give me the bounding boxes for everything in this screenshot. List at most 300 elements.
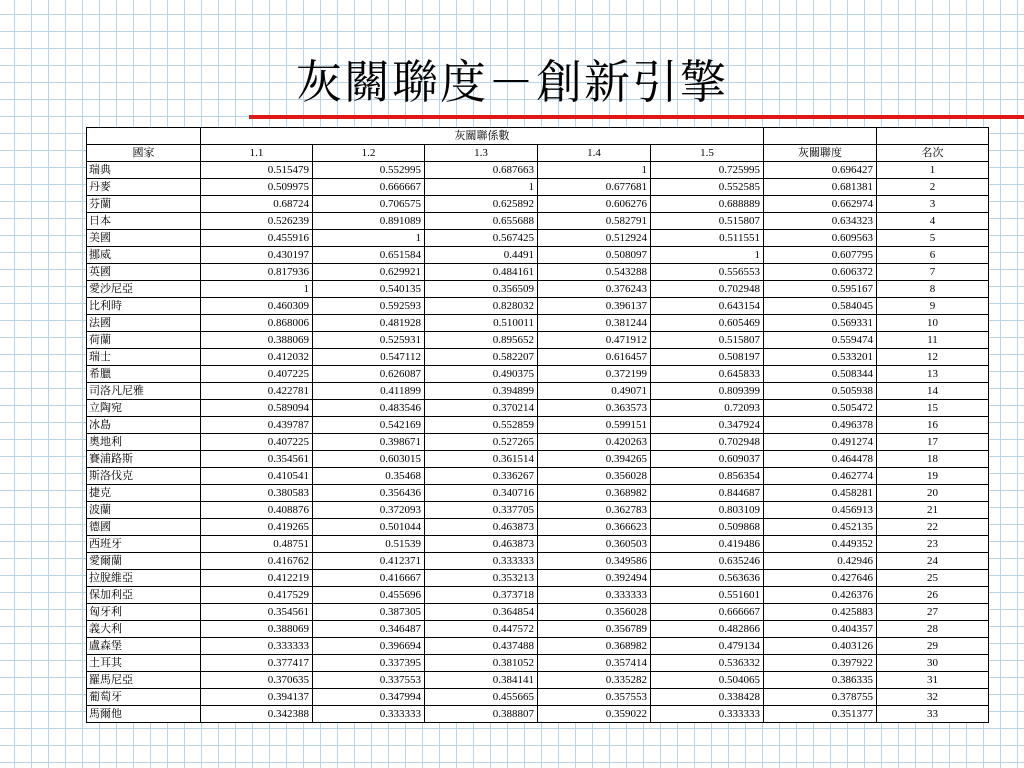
coef-1-5-cell: 0.515807 (651, 332, 764, 349)
rank-cell: 3 (877, 196, 989, 213)
coef-1-4-cell: 0.381244 (538, 315, 651, 332)
rank-cell: 29 (877, 638, 989, 655)
coef-1-5-cell: 0.844687 (651, 485, 764, 502)
coef-1-2-cell: 0.396694 (313, 638, 425, 655)
coef-1-5-cell: 1 (651, 247, 764, 264)
coef-1-2-cell: 0.706575 (313, 196, 425, 213)
rank-cell: 26 (877, 587, 989, 604)
coef-1-1-cell: 0.515479 (201, 162, 313, 179)
coef-1-3-cell: 0.381052 (425, 655, 538, 672)
coef-1-3-cell: 0.364854 (425, 604, 538, 621)
coef-1-4-cell: 0.376243 (538, 281, 651, 298)
coef-1-4-cell: 0.357414 (538, 655, 651, 672)
rank-cell: 16 (877, 417, 989, 434)
relational-degree-cell: 0.505472 (764, 400, 877, 417)
coef-1-5-cell: 0.504065 (651, 672, 764, 689)
relational-degree-cell: 0.681381 (764, 179, 877, 196)
coef-1-3-cell: 0.567425 (425, 230, 538, 247)
slide-title: 灰關聯度－創新引擎 (296, 55, 728, 109)
coef-1-4-cell: 0.392494 (538, 570, 651, 587)
coef-1-2-cell: 0.651584 (313, 247, 425, 264)
relational-degree-cell: 0.397922 (764, 655, 877, 672)
coef-1-4-cell: 1 (538, 162, 651, 179)
coef-1-4-cell: 0.366623 (538, 519, 651, 536)
country-cell: 英國 (87, 264, 201, 281)
rank-cell: 6 (877, 247, 989, 264)
relational-degree-cell: 0.403126 (764, 638, 877, 655)
coef-1-3-cell: 0.370214 (425, 400, 538, 417)
coef-1-2-cell: 0.333333 (313, 706, 425, 723)
rank-cell: 14 (877, 383, 989, 400)
coef-1-3-cell: 0.336267 (425, 468, 538, 485)
coef-1-5-cell: 0.515807 (651, 213, 764, 230)
coef-1-5-cell: 0.338428 (651, 689, 764, 706)
coef-1-5-cell: 0.347924 (651, 417, 764, 434)
coef-1-5-cell: 0.605469 (651, 315, 764, 332)
rank-cell: 31 (877, 672, 989, 689)
coef-1-1-cell: 0.380583 (201, 485, 313, 502)
rank-cell: 18 (877, 451, 989, 468)
coef-1-3-cell: 0.455665 (425, 689, 538, 706)
table-row (87, 230, 989, 247)
relational-degree-cell: 0.696427 (764, 162, 877, 179)
table-row (87, 638, 989, 655)
column-header: 1.2 (313, 145, 425, 162)
coef-1-1-cell: 0.416762 (201, 553, 313, 570)
rank-cell: 24 (877, 553, 989, 570)
table-row (87, 621, 989, 638)
coef-1-1-cell: 0.377417 (201, 655, 313, 672)
relational-degree-cell: 0.464478 (764, 451, 877, 468)
coef-1-4-cell: 0.394265 (538, 451, 651, 468)
table-row (87, 502, 989, 519)
coef-1-3-cell: 0.484161 (425, 264, 538, 281)
coef-1-4-cell: 0.335282 (538, 672, 651, 689)
rank-cell: 22 (877, 519, 989, 536)
group-header-row (87, 128, 989, 145)
coef-1-4-cell: 0.357553 (538, 689, 651, 706)
table-row (87, 400, 989, 417)
coef-1-4-cell: 0.606276 (538, 196, 651, 213)
coef-1-5-cell: 0.643154 (651, 298, 764, 315)
country-cell: 葡萄牙 (87, 689, 201, 706)
coef-1-5-cell: 0.803109 (651, 502, 764, 519)
relational-degree-cell: 0.42946 (764, 553, 877, 570)
coef-1-3-cell: 1 (425, 179, 538, 196)
coef-1-3-cell: 0.463873 (425, 519, 538, 536)
country-cell: 德國 (87, 519, 201, 536)
table-row (87, 332, 989, 349)
country-cell: 馬爾他 (87, 706, 201, 723)
country-cell: 斯洛伐克 (87, 468, 201, 485)
relational-degree-cell: 0.606372 (764, 264, 877, 281)
coef-1-1-cell: 0.439787 (201, 417, 313, 434)
coef-1-1-cell: 0.68724 (201, 196, 313, 213)
coef-1-2-cell: 0.51539 (313, 536, 425, 553)
table-row (87, 383, 989, 400)
coef-1-2-cell: 0.891089 (313, 213, 425, 230)
table-row (87, 553, 989, 570)
coef-1-1-cell: 0.407225 (201, 434, 313, 451)
column-header: 1.1 (201, 145, 313, 162)
relational-degree-cell: 0.508344 (764, 366, 877, 383)
country-cell: 愛爾蘭 (87, 553, 201, 570)
coef-1-1-cell: 0.868006 (201, 315, 313, 332)
rank-cell: 13 (877, 366, 989, 383)
coef-1-2-cell: 0.592593 (313, 298, 425, 315)
table-row (87, 485, 989, 502)
coef-1-3-cell: 0.828032 (425, 298, 538, 315)
relational-degree-cell: 0.351377 (764, 706, 877, 723)
coef-1-3-cell: 0.373718 (425, 587, 538, 604)
coef-1-4-cell: 0.363573 (538, 400, 651, 417)
relational-degree-cell: 0.386335 (764, 672, 877, 689)
table-row (87, 315, 989, 332)
country-cell: 法國 (87, 315, 201, 332)
coef-1-2-cell: 0.629921 (313, 264, 425, 281)
country-cell: 司洛凡尼雅 (87, 383, 201, 400)
table-row (87, 162, 989, 179)
coef-1-2-cell: 0.540135 (313, 281, 425, 298)
relational-degree-cell: 0.458281 (764, 485, 877, 502)
coef-1-3-cell: 0.527265 (425, 434, 538, 451)
coef-1-5-cell: 0.563636 (651, 570, 764, 587)
coef-1-2-cell: 0.481928 (313, 315, 425, 332)
coef-1-2-cell: 0.501044 (313, 519, 425, 536)
coef-1-4-cell: 0.420263 (538, 434, 651, 451)
coef-1-5-cell: 0.509868 (651, 519, 764, 536)
table-row (87, 417, 989, 434)
rank-cell: 17 (877, 434, 989, 451)
coef-1-3-cell: 0.510011 (425, 315, 538, 332)
coef-1-3-cell: 0.361514 (425, 451, 538, 468)
relational-degree-cell: 0.449352 (764, 536, 877, 553)
rank-cell: 7 (877, 264, 989, 281)
coef-1-5-cell: 0.809399 (651, 383, 764, 400)
rank-cell: 5 (877, 230, 989, 247)
relational-degree-cell: 0.533201 (764, 349, 877, 366)
coef-1-5-cell: 0.635246 (651, 553, 764, 570)
coef-1-4-cell: 0.543288 (538, 264, 651, 281)
table-row (87, 536, 989, 553)
country-cell: 波蘭 (87, 502, 201, 519)
table-row (87, 213, 989, 230)
country-cell: 賽浦路斯 (87, 451, 201, 468)
coef-1-1-cell: 0.417529 (201, 587, 313, 604)
table-row (87, 570, 989, 587)
coef-1-2-cell: 0.346487 (313, 621, 425, 638)
coef-1-4-cell: 0.356028 (538, 604, 651, 621)
coef-1-2-cell: 0.337395 (313, 655, 425, 672)
coef-1-2-cell: 0.552995 (313, 162, 425, 179)
rank-cell: 2 (877, 179, 989, 196)
coef-1-3-cell: 0.655688 (425, 213, 538, 230)
coef-1-5-cell: 0.511551 (651, 230, 764, 247)
coef-1-5-cell: 0.419486 (651, 536, 764, 553)
coef-1-1-cell: 0.354561 (201, 451, 313, 468)
coef-1-1-cell: 0.817936 (201, 264, 313, 281)
country-cell: 羅馬尼亞 (87, 672, 201, 689)
relational-degree-cell: 0.462774 (764, 468, 877, 485)
coef-1-4-cell: 0.356789 (538, 621, 651, 638)
coef-1-1-cell: 0.333333 (201, 638, 313, 655)
column-header: 1.5 (651, 145, 764, 162)
country-cell: 土耳其 (87, 655, 201, 672)
coef-1-4-cell: 0.471912 (538, 332, 651, 349)
coef-1-3-cell: 0.333333 (425, 553, 538, 570)
relational-degree-cell: 0.456913 (764, 502, 877, 519)
table-row (87, 349, 989, 366)
rank-cell: 23 (877, 536, 989, 553)
coef-1-2-cell: 0.35468 (313, 468, 425, 485)
table-row (87, 672, 989, 689)
country-cell: 義大利 (87, 621, 201, 638)
relational-degree-cell: 0.634323 (764, 213, 877, 230)
coef-1-3-cell: 0.552859 (425, 417, 538, 434)
coef-1-1-cell: 0.354561 (201, 604, 313, 621)
coef-1-1-cell: 0.422781 (201, 383, 313, 400)
coef-1-3-cell: 0.337705 (425, 502, 538, 519)
coef-1-1-cell: 0.412032 (201, 349, 313, 366)
country-cell: 瑞典 (87, 162, 201, 179)
coef-1-5-cell: 0.333333 (651, 706, 764, 723)
table-row (87, 264, 989, 281)
coef-1-2-cell: 0.666667 (313, 179, 425, 196)
rank-cell: 20 (877, 485, 989, 502)
rank-cell: 8 (877, 281, 989, 298)
coef-1-3-cell: 0.394899 (425, 383, 538, 400)
coef-1-4-cell: 0.372199 (538, 366, 651, 383)
table-row (87, 434, 989, 451)
coef-1-5-cell: 0.725995 (651, 162, 764, 179)
coef-1-1-cell: 0.388069 (201, 332, 313, 349)
coef-1-4-cell: 0.582791 (538, 213, 651, 230)
column-header: 1.3 (425, 145, 538, 162)
country-cell: 美國 (87, 230, 201, 247)
coef-1-2-cell: 0.387305 (313, 604, 425, 621)
country-cell: 芬蘭 (87, 196, 201, 213)
coef-1-3-cell: 0.353213 (425, 570, 538, 587)
coef-1-2-cell: 0.542169 (313, 417, 425, 434)
coef-1-1-cell: 0.388069 (201, 621, 313, 638)
coef-1-4-cell: 0.49071 (538, 383, 651, 400)
rank-cell: 10 (877, 315, 989, 332)
table-row (87, 196, 989, 213)
grey-relational-table (86, 127, 989, 723)
table-row (87, 706, 989, 723)
coef-1-3-cell: 0.687663 (425, 162, 538, 179)
coef-1-3-cell: 0.463873 (425, 536, 538, 553)
coef-1-1-cell: 0.509975 (201, 179, 313, 196)
coef-1-1-cell: 1 (201, 281, 313, 298)
coef-1-3-cell: 0.582207 (425, 349, 538, 366)
rank-cell: 1 (877, 162, 989, 179)
coef-1-4-cell: 0.356028 (538, 468, 651, 485)
country-cell: 丹麥 (87, 179, 201, 196)
coef-1-2-cell: 0.416667 (313, 570, 425, 587)
relational-degree-cell: 0.452135 (764, 519, 877, 536)
group-header-cell: 灰關聯係數 (201, 128, 764, 145)
country-cell: 挪威 (87, 247, 201, 264)
relational-degree-cell: 0.427646 (764, 570, 877, 587)
coef-1-3-cell: 0.4491 (425, 247, 538, 264)
coef-1-1-cell: 0.408876 (201, 502, 313, 519)
coef-1-3-cell: 0.625892 (425, 196, 538, 213)
coef-1-5-cell: 0.856354 (651, 468, 764, 485)
blank-cell (87, 128, 201, 145)
country-cell: 希臘 (87, 366, 201, 383)
country-cell: 保加利亞 (87, 587, 201, 604)
table-row (87, 655, 989, 672)
country-cell: 日本 (87, 213, 201, 230)
coef-1-2-cell: 0.372093 (313, 502, 425, 519)
coef-1-5-cell: 0.702948 (651, 434, 764, 451)
table-row (87, 247, 989, 264)
coef-1-4-cell: 0.616457 (538, 349, 651, 366)
coef-1-5-cell: 0.666667 (651, 604, 764, 621)
relational-degree-cell: 0.662974 (764, 196, 877, 213)
coef-1-1-cell: 0.410541 (201, 468, 313, 485)
coef-1-2-cell: 0.603015 (313, 451, 425, 468)
coef-1-3-cell: 0.356509 (425, 281, 538, 298)
coef-1-3-cell: 0.490375 (425, 366, 538, 383)
rank-cell: 9 (877, 298, 989, 315)
coef-1-4-cell: 0.360503 (538, 536, 651, 553)
rank-cell: 11 (877, 332, 989, 349)
rank-cell: 15 (877, 400, 989, 417)
rank-cell: 21 (877, 502, 989, 519)
coef-1-2-cell: 0.398671 (313, 434, 425, 451)
relational-degree-cell: 0.505938 (764, 383, 877, 400)
coef-1-4-cell: 0.396137 (538, 298, 651, 315)
coef-1-4-cell: 0.359022 (538, 706, 651, 723)
relational-degree-cell: 0.425883 (764, 604, 877, 621)
rank-cell: 27 (877, 604, 989, 621)
coef-1-5-cell: 0.508197 (651, 349, 764, 366)
coef-1-2-cell: 0.411899 (313, 383, 425, 400)
country-cell: 奧地利 (87, 434, 201, 451)
table-row (87, 587, 989, 604)
coef-1-4-cell: 0.599151 (538, 417, 651, 434)
column-header: 灰關聯度 (764, 145, 877, 162)
coef-1-4-cell: 0.368982 (538, 638, 651, 655)
table-row (87, 298, 989, 315)
coef-1-3-cell: 0.447572 (425, 621, 538, 638)
table-row (87, 366, 989, 383)
table-row (87, 689, 989, 706)
coef-1-5-cell: 0.479134 (651, 638, 764, 655)
coef-1-2-cell: 0.412371 (313, 553, 425, 570)
coef-1-2-cell: 0.483546 (313, 400, 425, 417)
rank-cell: 32 (877, 689, 989, 706)
coef-1-1-cell: 0.394137 (201, 689, 313, 706)
relational-degree-cell: 0.559474 (764, 332, 877, 349)
country-cell: 立陶宛 (87, 400, 201, 417)
coef-1-3-cell: 0.340716 (425, 485, 538, 502)
relational-degree-cell: 0.595167 (764, 281, 877, 298)
coef-1-5-cell: 0.552585 (651, 179, 764, 196)
coef-1-1-cell: 0.430197 (201, 247, 313, 264)
coef-1-5-cell: 0.609037 (651, 451, 764, 468)
blank-cell (877, 128, 989, 145)
relational-degree-cell: 0.607795 (764, 247, 877, 264)
rank-cell: 19 (877, 468, 989, 485)
coef-1-5-cell: 0.688889 (651, 196, 764, 213)
table-row (87, 451, 989, 468)
column-header: 1.4 (538, 145, 651, 162)
relational-degree-cell: 0.404357 (764, 621, 877, 638)
coef-1-4-cell: 0.508097 (538, 247, 651, 264)
relational-degree-cell: 0.491274 (764, 434, 877, 451)
coef-1-3-cell: 0.384141 (425, 672, 538, 689)
coef-1-5-cell: 0.482866 (651, 621, 764, 638)
coef-1-2-cell: 0.356436 (313, 485, 425, 502)
country-cell: 荷蘭 (87, 332, 201, 349)
coef-1-5-cell: 0.556553 (651, 264, 764, 281)
coef-1-1-cell: 0.589094 (201, 400, 313, 417)
coef-1-4-cell: 0.349586 (538, 553, 651, 570)
coef-1-3-cell: 0.388807 (425, 706, 538, 723)
country-cell: 捷克 (87, 485, 201, 502)
rank-cell: 30 (877, 655, 989, 672)
country-cell: 拉脫維亞 (87, 570, 201, 587)
coef-1-2-cell: 0.525931 (313, 332, 425, 349)
rank-cell: 4 (877, 213, 989, 230)
country-cell: 比利時 (87, 298, 201, 315)
country-cell: 匈牙利 (87, 604, 201, 621)
coef-1-1-cell: 0.419265 (201, 519, 313, 536)
coef-1-4-cell: 0.333333 (538, 587, 651, 604)
rank-cell: 33 (877, 706, 989, 723)
coef-1-5-cell: 0.645833 (651, 366, 764, 383)
country-cell: 瑞士 (87, 349, 201, 366)
title-underline (249, 115, 1024, 119)
coef-1-5-cell: 0.551601 (651, 587, 764, 604)
country-cell: 盧森堡 (87, 638, 201, 655)
country-cell: 冰島 (87, 417, 201, 434)
relational-degree-cell: 0.609563 (764, 230, 877, 247)
coef-1-2-cell: 0.626087 (313, 366, 425, 383)
coef-1-5-cell: 0.536332 (651, 655, 764, 672)
relational-degree-cell: 0.569331 (764, 315, 877, 332)
coef-1-1-cell: 0.370635 (201, 672, 313, 689)
table-row (87, 468, 989, 485)
coef-1-1-cell: 0.526239 (201, 213, 313, 230)
coef-1-3-cell: 0.437488 (425, 638, 538, 655)
column-header: 國家 (87, 145, 201, 162)
blank-cell (764, 128, 877, 145)
coef-1-2-cell: 1 (313, 230, 425, 247)
coef-1-1-cell: 0.455916 (201, 230, 313, 247)
relational-degree-cell: 0.426376 (764, 587, 877, 604)
country-cell: 西班牙 (87, 536, 201, 553)
table-row (87, 519, 989, 536)
coef-1-1-cell: 0.412219 (201, 570, 313, 587)
coef-1-4-cell: 0.677681 (538, 179, 651, 196)
coef-1-1-cell: 0.48751 (201, 536, 313, 553)
coef-1-2-cell: 0.547112 (313, 349, 425, 366)
relational-degree-cell: 0.378755 (764, 689, 877, 706)
rank-cell: 12 (877, 349, 989, 366)
table-row (87, 604, 989, 621)
coef-1-2-cell: 0.337553 (313, 672, 425, 689)
coef-1-2-cell: 0.455696 (313, 587, 425, 604)
coef-1-3-cell: 0.895652 (425, 332, 538, 349)
relational-degree-cell: 0.584045 (764, 298, 877, 315)
rank-cell: 25 (877, 570, 989, 587)
column-header: 名次 (877, 145, 989, 162)
country-cell: 愛沙尼亞 (87, 281, 201, 298)
